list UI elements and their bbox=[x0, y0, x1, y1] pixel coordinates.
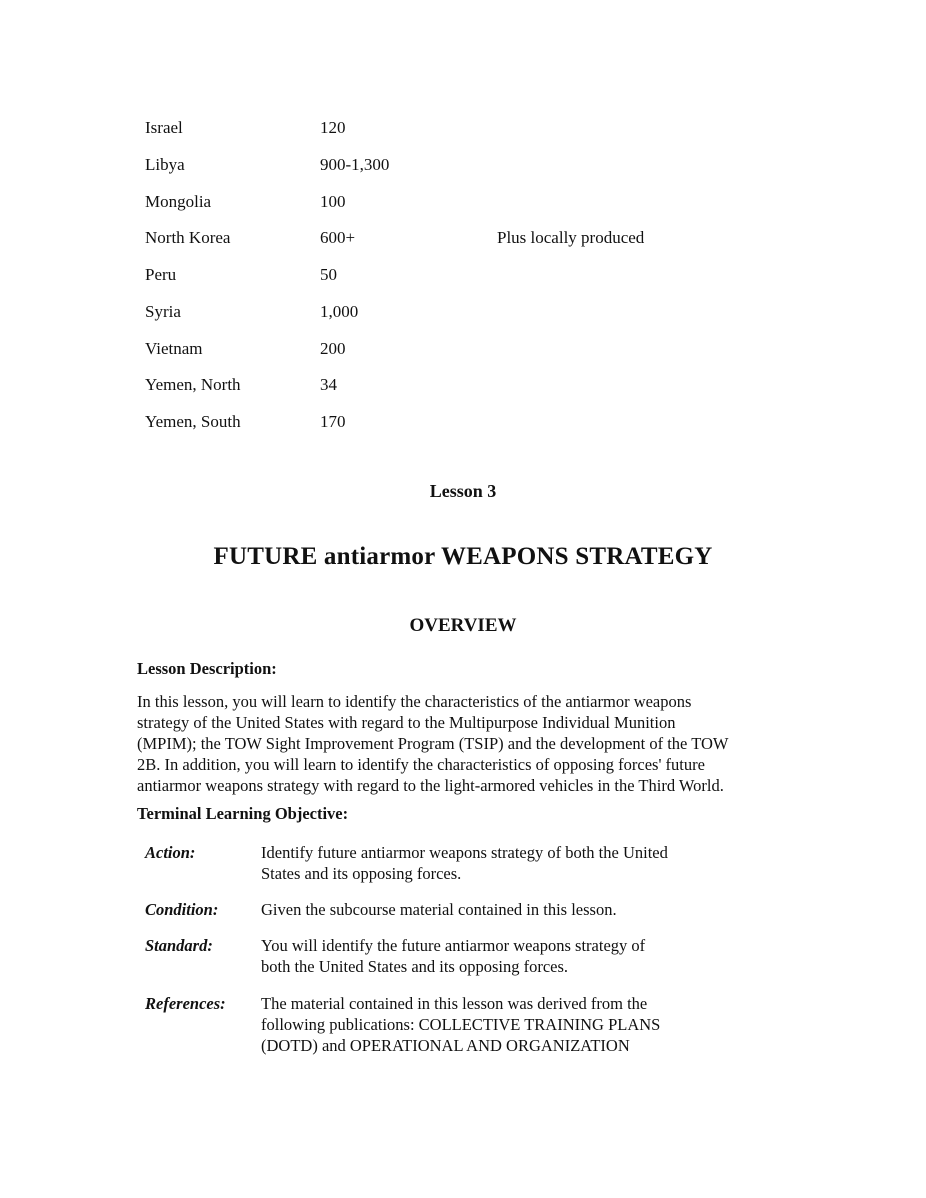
terminal-objective-heading: Terminal Learning Objective: bbox=[137, 804, 349, 823]
objective-line: Identify future antiarmor weapons strategy of both the United bbox=[261, 843, 668, 862]
description-line: (MPIM); the TOW Sight Improvement Program (TSIP) and the development of the TOW bbox=[137, 734, 729, 753]
objective-line: The material contained in this lesson was derived from the bbox=[261, 994, 648, 1013]
table-row bbox=[145, 411, 705, 448]
objective-line: both the United States and its opposing forces. bbox=[261, 957, 569, 976]
country-quantity: 100 bbox=[320, 191, 346, 211]
objective-text bbox=[261, 842, 731, 884]
objective-text bbox=[261, 899, 731, 920]
objective-line: Given the subcourse material contained in this lesson. bbox=[261, 900, 617, 919]
country-name: North Korea bbox=[145, 228, 231, 248]
objective-line: You will identify the future antiarmor weapons strategy of bbox=[261, 936, 646, 955]
table-row bbox=[145, 227, 705, 264]
lesson-number: Lesson 3 bbox=[429, 481, 497, 501]
lesson-title: FUTURE antiarmor WEAPONS STRATEGY bbox=[213, 543, 713, 570]
country-name: Yemen, South bbox=[145, 412, 241, 431]
country-name: Israel bbox=[145, 118, 183, 137]
objective-label: Standard: bbox=[145, 936, 213, 955]
country-name: Yemen, North bbox=[145, 375, 241, 395]
country-quantity: 34 bbox=[320, 375, 337, 395]
description-line: antiarmor weapons strategy with regard to the light-armored vehicles in the Third World. bbox=[137, 776, 724, 795]
country-name: Syria bbox=[145, 301, 181, 321]
objective-text bbox=[261, 993, 731, 1056]
country-quantity: 200 bbox=[320, 338, 346, 358]
objective-label: Action: bbox=[145, 843, 196, 862]
country-name: Libya bbox=[145, 154, 185, 174]
objective-line: following publications: COLLECTIVE TRAINING PLANS bbox=[261, 1015, 661, 1034]
country-quantity: 900-1,300 bbox=[320, 154, 390, 174]
overview-heading: OVERVIEW bbox=[409, 615, 517, 636]
table-row bbox=[145, 191, 705, 228]
objective-text bbox=[261, 935, 731, 977]
table-row bbox=[145, 117, 705, 154]
table-row bbox=[145, 338, 705, 375]
objective-line: (DOTD) and OPERATIONAL AND ORGANIZATION bbox=[261, 1036, 630, 1055]
country-quantity-table bbox=[145, 117, 705, 448]
table-row bbox=[145, 301, 705, 338]
country-name: Vietnam bbox=[145, 338, 203, 358]
country-quantity: 120 bbox=[320, 118, 346, 137]
country-quantity: 170 bbox=[320, 412, 346, 431]
country-quantity: 50 bbox=[320, 265, 337, 284]
table-row bbox=[145, 154, 705, 191]
lesson-description-heading: Lesson Description: bbox=[137, 659, 277, 678]
description-line: 2B. In addition, you will learn to identify the characteristics of opposing forces' future bbox=[137, 755, 705, 774]
lesson-description-text bbox=[137, 691, 797, 796]
table-row bbox=[145, 264, 705, 301]
country-quantity: 600+ bbox=[320, 228, 356, 248]
country-name: Mongolia bbox=[145, 191, 212, 211]
description-line: In this lesson, you will learn to identify the characteristics of the antiarmor weapons bbox=[137, 692, 692, 711]
objective-label: Condition: bbox=[145, 900, 219, 919]
table-row bbox=[145, 374, 705, 411]
country-name: Peru bbox=[145, 265, 177, 284]
country-note: Plus locally produced bbox=[497, 228, 645, 248]
objective-line: States and its opposing forces. bbox=[261, 864, 462, 883]
country-quantity: 1,000 bbox=[320, 301, 359, 321]
description-line: strategy of the United States with regard to the Multipurpose Individual Munition bbox=[137, 713, 676, 732]
objective-label: References: bbox=[145, 994, 226, 1013]
